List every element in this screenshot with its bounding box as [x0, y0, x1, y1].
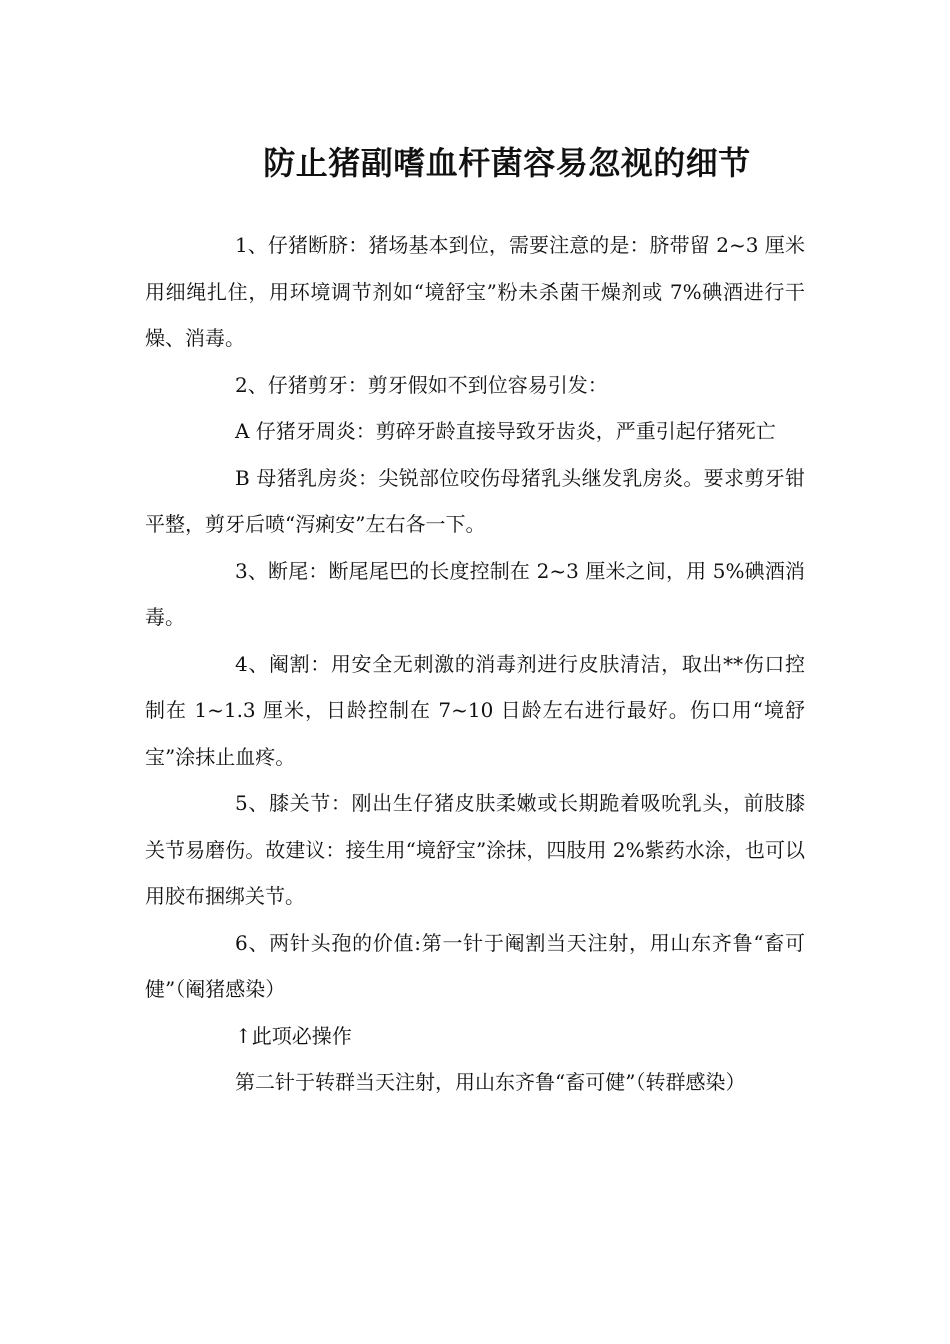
- paragraph-mandatory-note: ↑此项必操作: [235, 1023, 352, 1048]
- paragraph-2a-periodontitis: A 仔猪牙周炎：剪碎牙龄直接导致牙齿炎，严重引起仔猪死亡: [235, 419, 776, 443]
- paragraph-2b-mastitis: B 母猪乳房炎：尖锐部位咬伤母猪乳头继发乳房炎。要求剪牙钳平整，剪牙后喷“泻痢安”左右各一下。: [145, 465, 805, 536]
- document-body: [145, 222, 805, 1106]
- paragraph-3-tail-docking: 3、断尾：断尾尾巴的长度控制在 2~3 厘米之间，用 5%碘酒消毒。: [145, 558, 805, 629]
- paragraph-2-teeth-clipping: 2、仔猪剪牙：剪牙假如不到位容易引发：: [235, 372, 608, 397]
- paragraph-1-navel-cutting: 1、仔猪断脐：猪场基本到位，需要注意的是：脐带留 2~3 厘米用细绳扎住，用环境调节剂如“境舒宝”粉未杀菌干燥剂或 7%碘酒进行干燥、消毒。: [145, 233, 805, 350]
- paragraph-5-knee-joint: 5、膝关节：刚出生仔猪皮肤柔嫩或长期跪着吸吮乳头，前肢膝关节易磨伤。故建议：接生用“境舒宝”涂抹，四肢用 2%紫药水涂，也可以用胶布捆绑关节。: [145, 791, 805, 908]
- paragraph-6-cephalosporin-first: 6、两针头孢的价值:第一针于阉割当天注射，用山东齐鲁“畜可健”（阉猪感染）: [145, 930, 805, 1001]
- document-title: 防止猪副嗜血杆菌容易忽视的细节: [263, 144, 751, 183]
- paragraph-4-castration: 4、阉割：用安全无刺激的消毒剂进行皮肤清洁，取出**伤口控制在 1~1.3 厘米，日龄控制在 7~10 日龄左右进行最好。伤口用“境舒宝”涂抹止血疼。: [145, 651, 805, 769]
- paragraph-6-cephalosporin-second: 第二针于转群当天注射，用山东齐鲁“畜可健”（转群感染）: [235, 1070, 746, 1094]
